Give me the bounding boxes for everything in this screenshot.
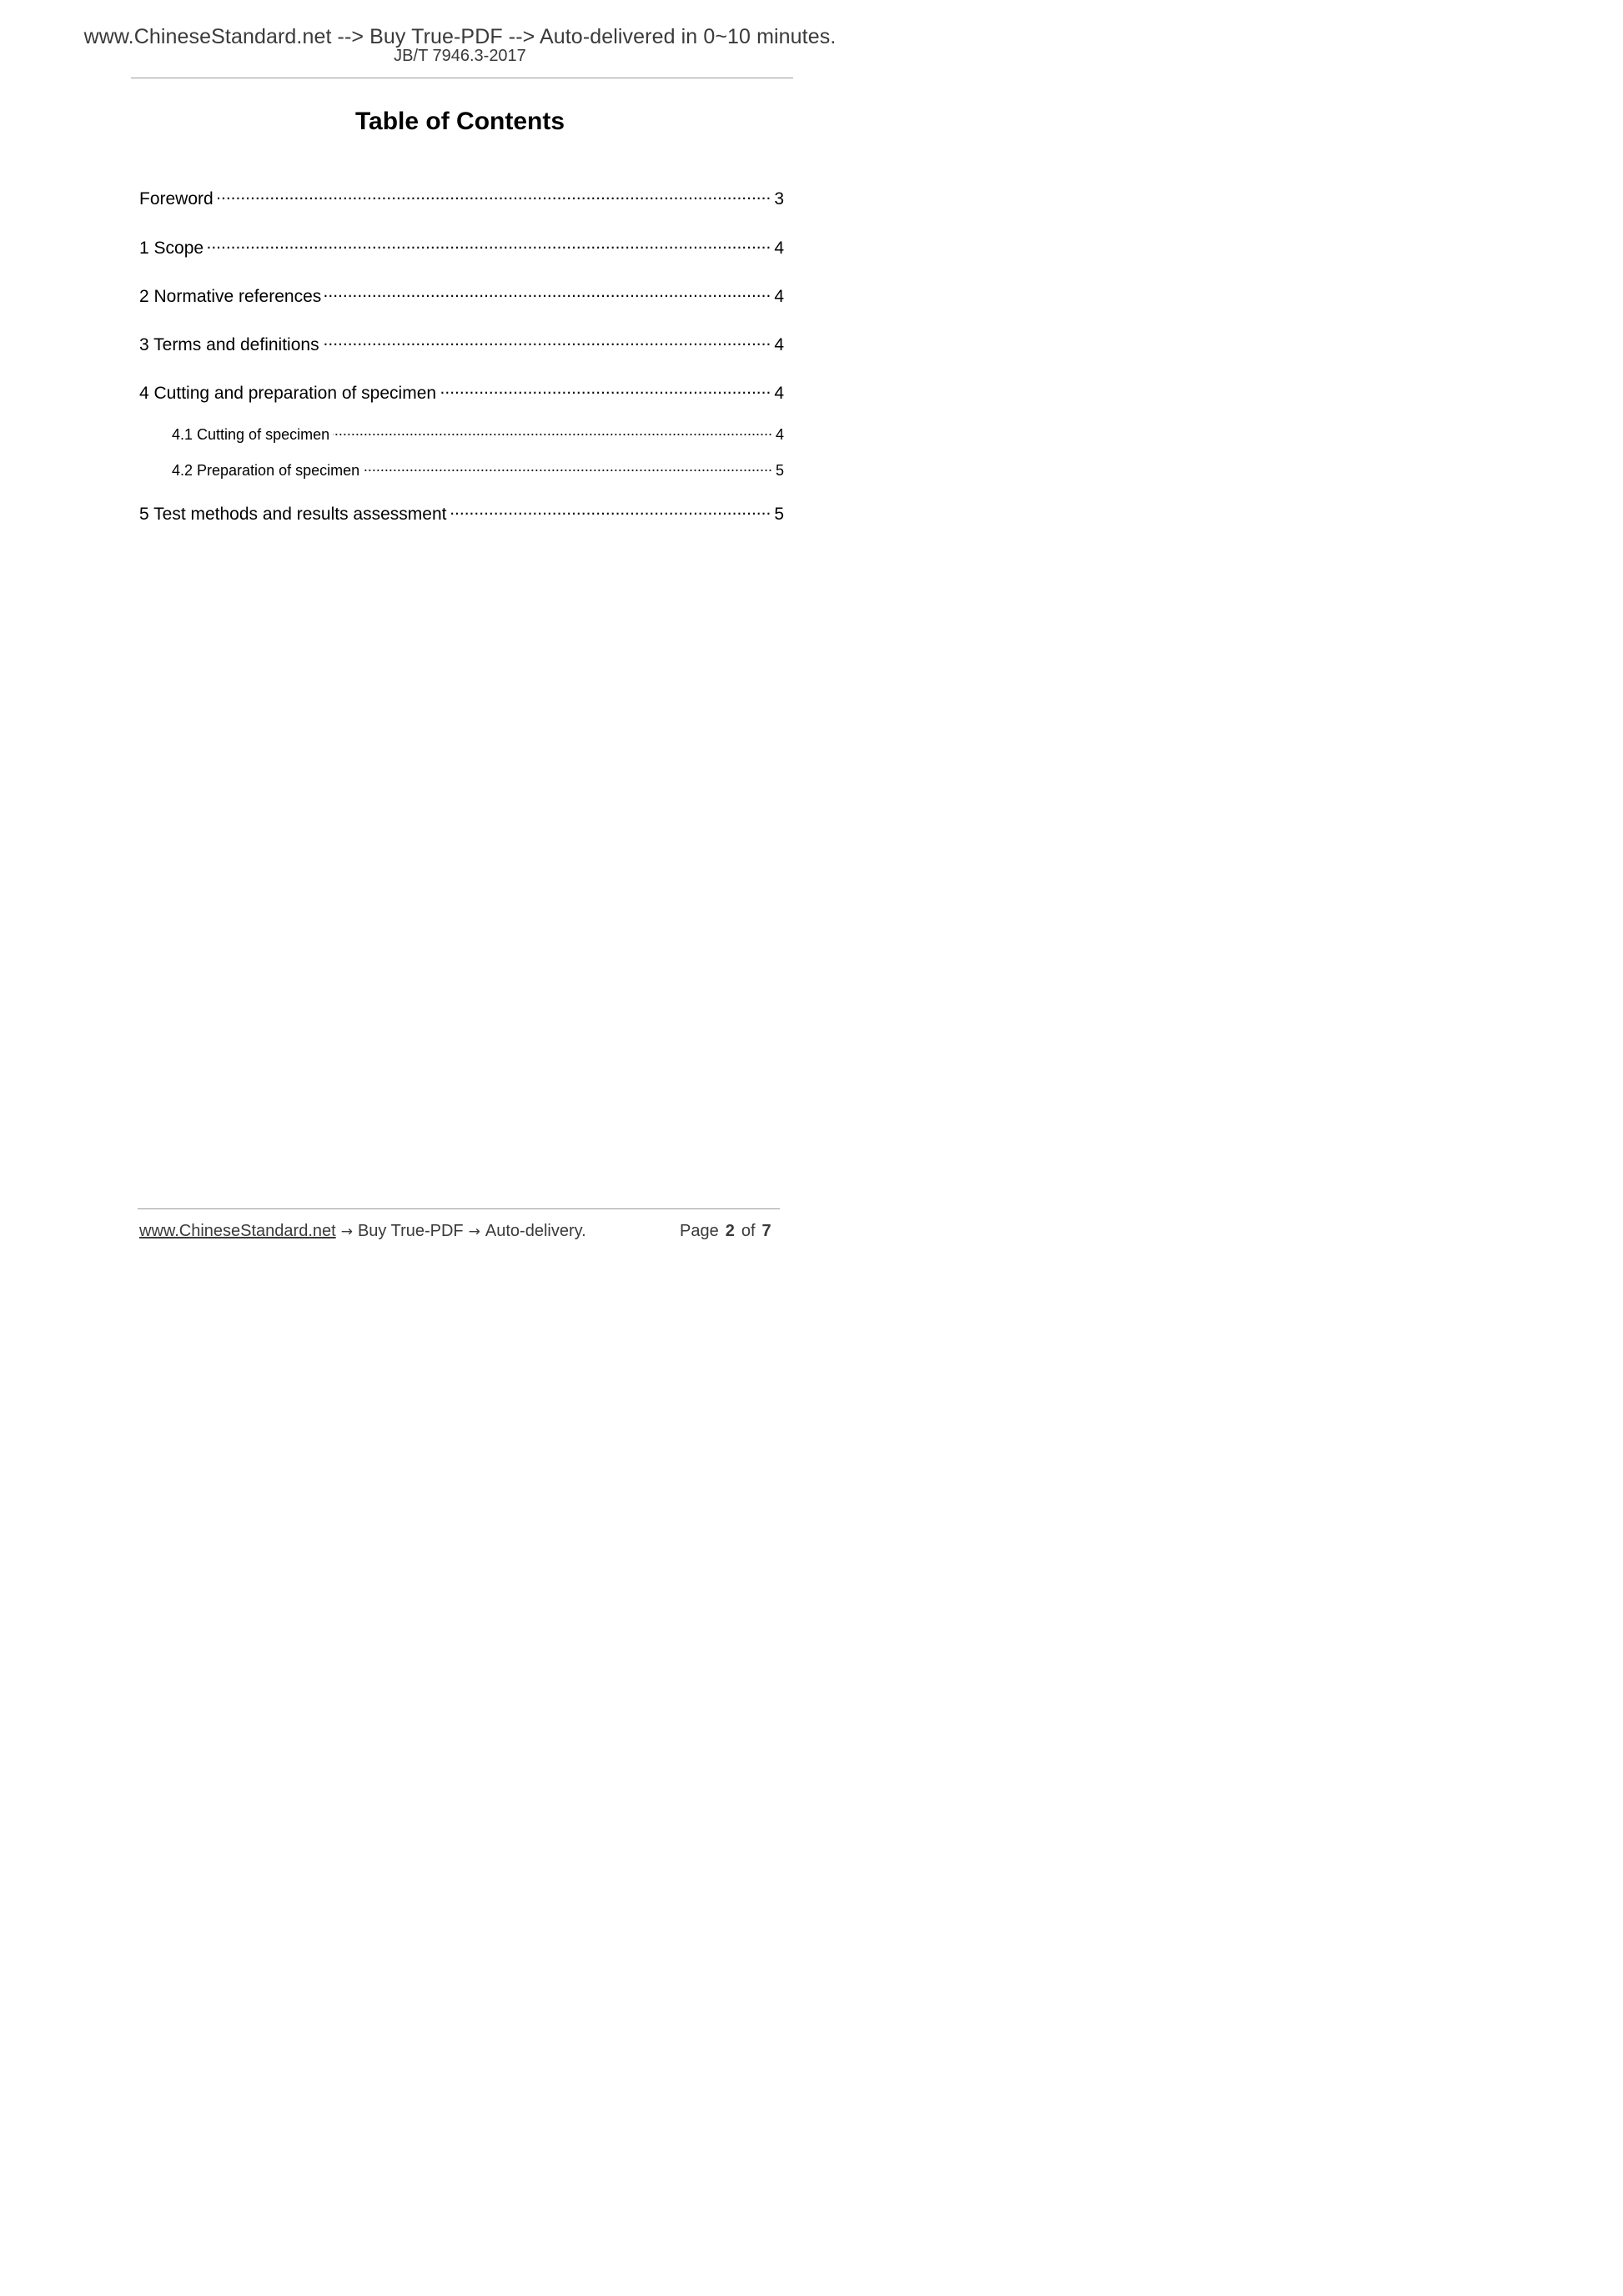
page-title: Table of Contents: [354, 108, 565, 135]
toc-entry-cutting-of-specimen[interactable]: [172, 423, 784, 444]
toc-entry-page: 4: [774, 335, 784, 355]
right-arrow-icon: →: [340, 1223, 353, 1240]
toc-entry-label: 2 Normative references: [139, 287, 322, 307]
header-banner: www.ChineseStandard.net --> Buy True-PDF --> Auto-delivered in 0~10 minutes.: [83, 25, 837, 48]
toc-entry-label: 5 Test methods and results assessment: [139, 505, 447, 525]
toc-leader-dots: [440, 379, 771, 399]
total-pages: 7: [761, 1222, 771, 1240]
footer-buy-text: Buy True-PDF: [357, 1222, 464, 1240]
toc-leader-dots: [324, 283, 771, 302]
of-word: of: [741, 1222, 756, 1240]
toc-entry-foreword[interactable]: [139, 185, 784, 209]
toc-entry-label: 1 Scope: [139, 239, 204, 259]
toc-entry-page: 4: [774, 239, 784, 259]
toc-entry-page: 3: [774, 189, 784, 209]
footer-site-link[interactable]: www.ChineseStandard.net: [139, 1222, 336, 1240]
page-indicator: [680, 1222, 771, 1241]
toc-entry-label: 4.1 Cutting of specimen: [172, 425, 330, 443]
current-page-number: 2: [725, 1222, 735, 1240]
toc-leader-dots: [450, 500, 771, 520]
page-word: Page: [680, 1222, 719, 1240]
toc-entry-page: 5: [775, 461, 784, 479]
standard-code: JB/T 7946.3-2017: [394, 47, 526, 65]
toc-entry-page: 4: [774, 287, 784, 307]
footer-delivery-text: Auto-delivery.: [485, 1222, 586, 1240]
toc-entry-page: 5: [774, 505, 784, 525]
toc-entry-page: 4: [775, 425, 784, 443]
toc-leader-dots: [363, 459, 772, 475]
toc-leader-dots: [323, 331, 771, 350]
toc-entry-label: 3 Terms and definitions: [139, 335, 319, 355]
toc-leader-dots: [207, 234, 771, 254]
toc-leader-dots: [333, 423, 772, 440]
toc-leader-dots: [217, 185, 771, 204]
toc-entry-terms-and-definitions[interactable]: [139, 331, 784, 355]
toc-entry-page: 4: [774, 384, 784, 404]
footer-divider: [138, 1208, 780, 1209]
toc-entry-test-methods[interactable]: [139, 500, 784, 525]
toc-entry-label: 4.2 Preparation of specimen: [172, 461, 360, 479]
toc-entry-label: 4 Cutting and preparation of specimen: [139, 384, 437, 404]
right-arrow-icon: →: [468, 1223, 480, 1240]
toc-entry-normative-references[interactable]: [139, 283, 784, 307]
toc-entry-scope[interactable]: [139, 234, 784, 259]
toc-entry-cutting-and-preparation[interactable]: [139, 379, 784, 404]
toc-entry-label: Foreword: [139, 189, 214, 209]
footer-promo: [139, 1222, 586, 1241]
toc-entry-preparation-of-specimen[interactable]: [172, 459, 784, 480]
